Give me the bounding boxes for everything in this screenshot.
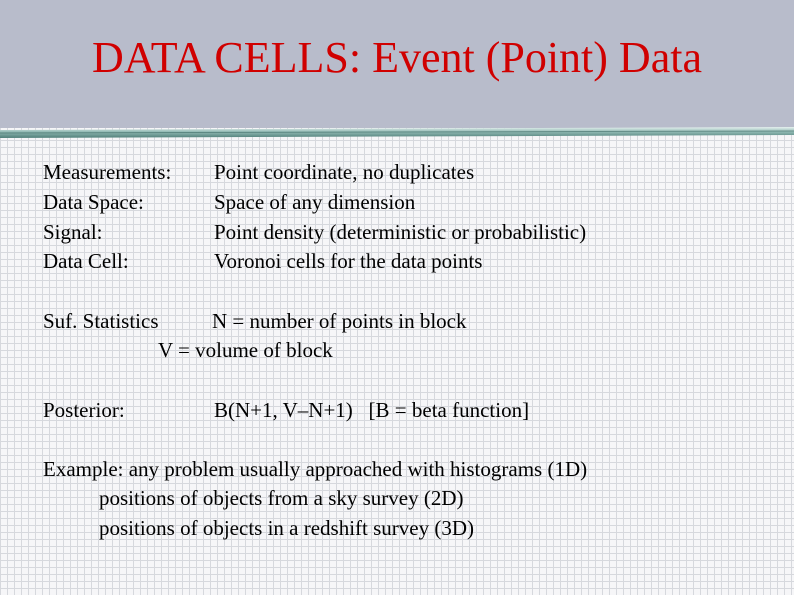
suf-statistics-label: Suf. Statistics xyxy=(43,309,159,333)
definition-value-measurements: Point coordinate, no duplicates xyxy=(214,160,475,184)
example-line-3: positions of objects in a redshift survey (3D) xyxy=(99,516,475,540)
title-separator xyxy=(0,124,794,142)
definition-label-signal: Signal: xyxy=(43,220,103,244)
page-title: DATA CELLS: Event (Point) Data xyxy=(92,33,702,82)
definition-value-data-space: Space of any dimension xyxy=(214,190,416,214)
definition-label-measurements: Measurements: xyxy=(43,160,172,184)
definition-value-data-cell: Voronoi cells for the data points xyxy=(214,249,483,273)
definition-label-data-cell: Data Cell: xyxy=(43,249,129,273)
posterior-value: B(N+1, V–N+1) [B = beta function] xyxy=(214,398,530,422)
example-line-2: positions of objects from a sky survey (2D) xyxy=(99,486,464,510)
definition-value-signal: Point density (deterministic or probabilistic) xyxy=(214,220,587,244)
posterior-label: Posterior: xyxy=(43,398,125,422)
definition-label-data-space: Data Space: xyxy=(43,190,144,214)
example-line-1: Example: any problem usually approached with histograms (1D) xyxy=(43,457,588,481)
suf-statistics-line-1: N = number of points in block xyxy=(212,309,467,333)
suf-statistics-line-2: V = volume of block xyxy=(158,338,333,362)
